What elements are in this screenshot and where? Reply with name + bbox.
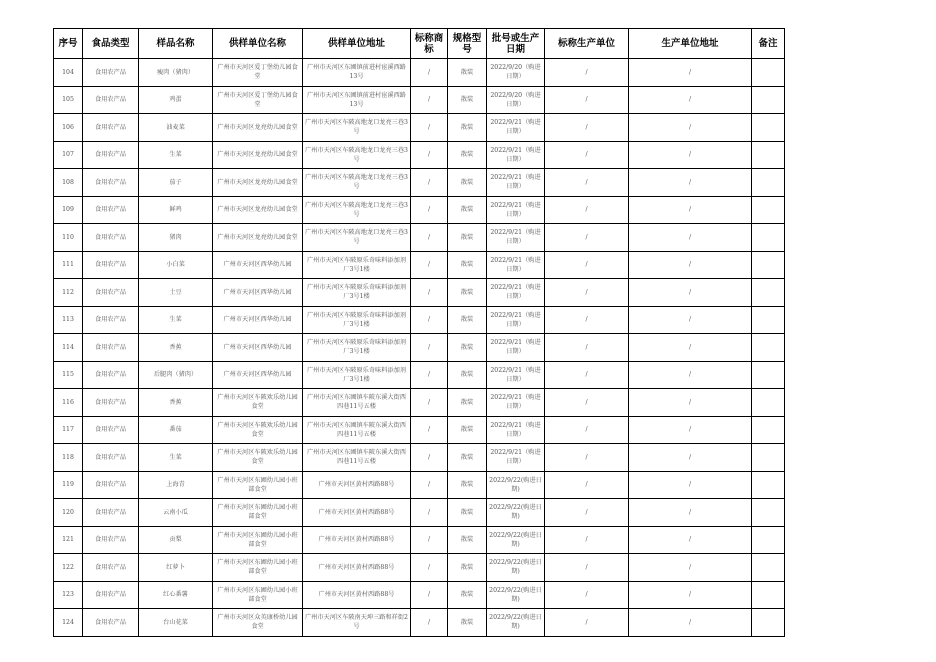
- cell-remarks: [752, 609, 785, 637]
- cell-brand: /: [411, 389, 448, 417]
- cell-supplier-address: 广州市天河区东圃镇前进村宦溪西路13号: [303, 59, 411, 87]
- cell-remarks: [752, 114, 785, 142]
- header-sample-name: 样品名称: [139, 29, 213, 59]
- cell-serial-no: 124: [54, 609, 83, 637]
- header-brand: 标称商标: [411, 29, 448, 59]
- cell-manufacturer: /: [545, 471, 629, 499]
- cell-brand: /: [411, 334, 448, 362]
- cell-brand: /: [411, 251, 448, 279]
- cell-manufacturer: /: [545, 141, 629, 169]
- cell-manufacturer-address: /: [629, 389, 752, 417]
- cell-manufacturer-address: /: [629, 444, 752, 472]
- cell-food-type: 食用农产品: [83, 59, 139, 87]
- cell-remarks: [752, 499, 785, 527]
- table-row: [54, 471, 785, 499]
- cell-manufacturer: /: [545, 196, 629, 224]
- cell-supplier-name: 广州市天河区东圃幼儿园小班部食堂: [213, 554, 303, 582]
- cell-brand: /: [411, 444, 448, 472]
- cell-manufacturer: /: [545, 499, 629, 527]
- cell-serial-no: 119: [54, 471, 83, 499]
- cell-supplier-name: 广州市天河区车陂欢乐幼儿园食堂: [213, 416, 303, 444]
- cell-remarks: [752, 361, 785, 389]
- cell-sample-name: 生菜: [139, 444, 213, 472]
- cell-batch-date: 2022/9/22(购进日期): [487, 499, 545, 527]
- cell-food-type: 食用农产品: [83, 224, 139, 252]
- cell-batch-date: 2022/9/21（购进日期）: [487, 389, 545, 417]
- cell-sample-name: 上海青: [139, 471, 213, 499]
- cell-batch-date: 2022/9/21（购进日期）: [487, 334, 545, 362]
- cell-food-type: 食用农产品: [83, 86, 139, 114]
- cell-brand: /: [411, 609, 448, 637]
- cell-manufacturer: /: [545, 361, 629, 389]
- cell-food-type: 食用农产品: [83, 279, 139, 307]
- cell-spec: 散装: [448, 444, 487, 472]
- cell-spec: 散装: [448, 609, 487, 637]
- cell-supplier-name: 广州市天河区车陂欢乐幼儿园食堂: [213, 389, 303, 417]
- cell-supplier-name: 广州市天河区龙亮幼儿园食堂: [213, 196, 303, 224]
- cell-batch-date: 2022/9/21（购进日期）: [487, 361, 545, 389]
- cell-batch-date: 2022/9/21（购进日期）: [487, 196, 545, 224]
- cell-spec: 散装: [448, 59, 487, 87]
- cell-food-type: 食用农产品: [83, 444, 139, 472]
- cell-spec: 散装: [448, 141, 487, 169]
- cell-serial-no: 105: [54, 86, 83, 114]
- cell-remarks: [752, 196, 785, 224]
- cell-food-type: 食用农产品: [83, 389, 139, 417]
- cell-food-type: 食用农产品: [83, 361, 139, 389]
- header-supplier-name: 供样单位名称: [213, 29, 303, 59]
- cell-manufacturer: /: [545, 609, 629, 637]
- cell-brand: /: [411, 499, 448, 527]
- cell-spec: 散装: [448, 114, 487, 142]
- table-row: [54, 334, 785, 362]
- cell-supplier-name: 广州市天河区西华幼儿园: [213, 361, 303, 389]
- table-row: [54, 389, 785, 417]
- cell-manufacturer-address: /: [629, 609, 752, 637]
- cell-food-type: 食用农产品: [83, 526, 139, 554]
- cell-brand: /: [411, 196, 448, 224]
- cell-manufacturer: /: [545, 59, 629, 87]
- header-manufacturer-address: 生产单位地址: [629, 29, 752, 59]
- cell-brand: /: [411, 59, 448, 87]
- cell-remarks: [752, 141, 785, 169]
- cell-serial-no: 111: [54, 251, 83, 279]
- cell-manufacturer-address: /: [629, 526, 752, 554]
- cell-brand: /: [411, 526, 448, 554]
- cell-manufacturer: /: [545, 279, 629, 307]
- cell-supplier-name: 广州市天河区西华幼儿园: [213, 306, 303, 334]
- cell-sample-name: 鲜鸡: [139, 196, 213, 224]
- cell-brand: /: [411, 554, 448, 582]
- cell-sample-name: 红心番薯: [139, 581, 213, 609]
- cell-serial-no: 108: [54, 169, 83, 197]
- cell-remarks: [752, 224, 785, 252]
- table-body: [54, 59, 785, 637]
- cell-manufacturer-address: /: [629, 334, 752, 362]
- cell-supplier-name: 广州市天河区东圃幼儿园小班部食堂: [213, 526, 303, 554]
- cell-food-type: 食用农产品: [83, 306, 139, 334]
- cell-remarks: [752, 251, 785, 279]
- cell-supplier-address: 广州市天河区车陂原乐奇味料添加剂厂3号1楼: [303, 279, 411, 307]
- table-row: [54, 169, 785, 197]
- cell-supplier-name: 广州市天河区龙亮幼儿园食堂: [213, 169, 303, 197]
- cell-spec: 散装: [448, 554, 487, 582]
- cell-spec: 散装: [448, 581, 487, 609]
- cell-brand: /: [411, 279, 448, 307]
- cell-manufacturer: /: [545, 334, 629, 362]
- cell-supplier-name: 广州市天河区东圃幼儿园小班部食堂: [213, 499, 303, 527]
- cell-remarks: [752, 86, 785, 114]
- table-row: [54, 526, 785, 554]
- cell-serial-no: 107: [54, 141, 83, 169]
- cell-food-type: 食用农产品: [83, 141, 139, 169]
- cell-brand: /: [411, 416, 448, 444]
- cell-brand: /: [411, 361, 448, 389]
- cell-supplier-address: 广州市天河区车陂南天坤三路和祥街2号: [303, 609, 411, 637]
- cell-sample-name: 番茄: [139, 416, 213, 444]
- cell-manufacturer: /: [545, 444, 629, 472]
- cell-supplier-name: 广州市天河区西华幼儿园: [213, 279, 303, 307]
- cell-supplier-address: 广州市天河区黄村西路88号: [303, 581, 411, 609]
- cell-serial-no: 115: [54, 361, 83, 389]
- cell-remarks: [752, 554, 785, 582]
- cell-manufacturer-address: /: [629, 361, 752, 389]
- cell-manufacturer-address: /: [629, 59, 752, 87]
- cell-manufacturer: /: [545, 389, 629, 417]
- cell-manufacturer-address: /: [629, 114, 752, 142]
- cell-batch-date: 2022/9/20（购进日期）: [487, 59, 545, 87]
- header-supplier-address: 供样单位地址: [303, 29, 411, 59]
- cell-supplier-address: 广州市天河区东圃镇车陂东溪大街西四巷11号五楼: [303, 444, 411, 472]
- cell-batch-date: 2022/9/22(购进日期): [487, 471, 545, 499]
- cell-supplier-address: 广州市天河区黄村西路88号: [303, 554, 411, 582]
- cell-food-type: 食用农产品: [83, 416, 139, 444]
- cell-food-type: 食用农产品: [83, 114, 139, 142]
- cell-supplier-name: 广州市天河区龙亮幼儿园食堂: [213, 141, 303, 169]
- cell-food-type: 食用农产品: [83, 251, 139, 279]
- table-row: [54, 59, 785, 87]
- table-row: [54, 361, 785, 389]
- cell-spec: 散装: [448, 196, 487, 224]
- cell-brand: /: [411, 471, 448, 499]
- cell-supplier-address: 广州市天河区黄村西路88号: [303, 526, 411, 554]
- cell-remarks: [752, 581, 785, 609]
- cell-brand: /: [411, 169, 448, 197]
- cell-spec: 散装: [448, 499, 487, 527]
- table-row: [54, 499, 785, 527]
- cell-remarks: [752, 306, 785, 334]
- cell-supplier-address: 广州市天河区车陂高地龙口龙亮三巷3号: [303, 141, 411, 169]
- cell-batch-date: 2022/9/20（购进日期）: [487, 86, 545, 114]
- cell-serial-no: 106: [54, 114, 83, 142]
- header-serial-no: 序号: [54, 29, 83, 59]
- cell-spec: 散装: [448, 251, 487, 279]
- cell-supplier-name: 广州市天河区车陂欢乐幼儿园食堂: [213, 444, 303, 472]
- cell-manufacturer: /: [545, 581, 629, 609]
- cell-supplier-address: 广州市天河区车陂原乐奇味料添加剂厂3号1楼: [303, 334, 411, 362]
- cell-sample-name: 瘦肉（猪肉）: [139, 59, 213, 87]
- sampling-table: [53, 28, 785, 637]
- cell-brand: /: [411, 306, 448, 334]
- header-batch-date: 批号或生产日期: [487, 29, 545, 59]
- cell-spec: 散装: [448, 389, 487, 417]
- cell-food-type: 食用农产品: [83, 471, 139, 499]
- cell-batch-date: 2022/9/22(购进日期): [487, 609, 545, 637]
- cell-supplier-name: 广州市天河区西华幼儿园: [213, 251, 303, 279]
- table-row: [54, 251, 785, 279]
- cell-spec: 散装: [448, 306, 487, 334]
- cell-batch-date: 2022/9/21（购进日期）: [487, 279, 545, 307]
- cell-supplier-name: 广州市天河区龙亮幼儿园食堂: [213, 114, 303, 142]
- cell-remarks: [752, 444, 785, 472]
- cell-manufacturer-address: /: [629, 416, 752, 444]
- cell-sample-name: 香蕉: [139, 334, 213, 362]
- cell-remarks: [752, 471, 785, 499]
- cell-batch-date: 2022/9/22(购进日期): [487, 526, 545, 554]
- cell-sample-name: 茄子: [139, 169, 213, 197]
- table-row: [54, 609, 785, 637]
- cell-batch-date: 2022/9/21（购进日期）: [487, 444, 545, 472]
- cell-manufacturer: /: [545, 224, 629, 252]
- cell-batch-date: 2022/9/21（购进日期）: [487, 224, 545, 252]
- cell-remarks: [752, 526, 785, 554]
- cell-supplier-name: 广州市天河区龙亮幼儿园食堂: [213, 224, 303, 252]
- cell-serial-no: 117: [54, 416, 83, 444]
- cell-serial-no: 104: [54, 59, 83, 87]
- header-manufacturer: 标称生产单位: [545, 29, 629, 59]
- cell-batch-date: 2022/9/21（购进日期）: [487, 141, 545, 169]
- cell-remarks: [752, 59, 785, 87]
- cell-brand: /: [411, 224, 448, 252]
- cell-sample-name: 香蕉: [139, 389, 213, 417]
- table-row: [54, 416, 785, 444]
- table-row: [54, 114, 785, 142]
- header-spec: 规格型号: [448, 29, 487, 59]
- cell-batch-date: 2022/9/21（购进日期）: [487, 251, 545, 279]
- cell-manufacturer-address: /: [629, 554, 752, 582]
- cell-spec: 散装: [448, 526, 487, 554]
- cell-serial-no: 122: [54, 554, 83, 582]
- cell-batch-date: 2022/9/21（购进日期）: [487, 114, 545, 142]
- table-row: [54, 554, 785, 582]
- cell-supplier-name: 广州市天河区西华幼儿园: [213, 334, 303, 362]
- cell-supplier-address: 广州市天河区黄村西路88号: [303, 471, 411, 499]
- cell-manufacturer-address: /: [629, 196, 752, 224]
- cell-serial-no: 120: [54, 499, 83, 527]
- cell-serial-no: 109: [54, 196, 83, 224]
- cell-manufacturer: /: [545, 114, 629, 142]
- cell-sample-name: 小白菜: [139, 251, 213, 279]
- cell-manufacturer-address: /: [629, 86, 752, 114]
- cell-spec: 散装: [448, 334, 487, 362]
- cell-supplier-name: 广州市天河区爱丁堡幼儿园食堂: [213, 86, 303, 114]
- cell-sample-name: 红萝卜: [139, 554, 213, 582]
- cell-manufacturer-address: /: [629, 306, 752, 334]
- cell-manufacturer-address: /: [629, 141, 752, 169]
- cell-batch-date: 2022/9/22(购进日期): [487, 581, 545, 609]
- table-row: [54, 141, 785, 169]
- cell-brand: /: [411, 581, 448, 609]
- cell-sample-name: 猪肉: [139, 224, 213, 252]
- cell-serial-no: 112: [54, 279, 83, 307]
- cell-food-type: 食用农产品: [83, 196, 139, 224]
- cell-remarks: [752, 279, 785, 307]
- cell-supplier-address: 广州市天河区车陂高地龙口龙亮三巷3号: [303, 196, 411, 224]
- cell-manufacturer-address: /: [629, 279, 752, 307]
- cell-spec: 散装: [448, 224, 487, 252]
- cell-supplier-address: 广州市天河区东圃镇前进村宦溪西路13号: [303, 86, 411, 114]
- cell-manufacturer: /: [545, 554, 629, 582]
- cell-spec: 散装: [448, 416, 487, 444]
- cell-sample-name: 土豆: [139, 279, 213, 307]
- cell-supplier-address: 广州市天河区车陂原乐奇味料添加剂厂3号1楼: [303, 251, 411, 279]
- cell-manufacturer: /: [545, 169, 629, 197]
- cell-spec: 散装: [448, 471, 487, 499]
- cell-manufacturer-address: /: [629, 499, 752, 527]
- cell-spec: 散装: [448, 361, 487, 389]
- cell-serial-no: 116: [54, 389, 83, 417]
- cell-food-type: 食用农产品: [83, 554, 139, 582]
- cell-food-type: 食用农产品: [83, 169, 139, 197]
- table-row: [54, 306, 785, 334]
- cell-supplier-name: 广州市天河区众英康桥幼儿园食堂: [213, 609, 303, 637]
- cell-supplier-address: 广州市天河区东圃镇车陂东溪大街西四巷11号五楼: [303, 389, 411, 417]
- cell-supplier-name: 广州市天河区东圃幼儿园小班部食堂: [213, 581, 303, 609]
- cell-spec: 散装: [448, 279, 487, 307]
- cell-supplier-address: 广州市天河区车陂高地龙口龙亮三巷3号: [303, 169, 411, 197]
- cell-batch-date: 2022/9/21（购进日期）: [487, 416, 545, 444]
- table-row: [54, 86, 785, 114]
- table-row: [54, 224, 785, 252]
- cell-serial-no: 114: [54, 334, 83, 362]
- cell-food-type: 食用农产品: [83, 499, 139, 527]
- cell-supplier-address: 广州市天河区车陂原乐奇味料添加剂厂3号1楼: [303, 306, 411, 334]
- cell-food-type: 食用农产品: [83, 334, 139, 362]
- cell-sample-name: 油麦菜: [139, 114, 213, 142]
- cell-manufacturer-address: /: [629, 581, 752, 609]
- cell-supplier-address: 广州市天河区东圃镇车陂东溪大街西四巷11号五楼: [303, 416, 411, 444]
- cell-remarks: [752, 169, 785, 197]
- cell-batch-date: 2022/9/22(购进日期): [487, 554, 545, 582]
- cell-manufacturer: /: [545, 416, 629, 444]
- cell-remarks: [752, 334, 785, 362]
- cell-food-type: 食用农产品: [83, 609, 139, 637]
- cell-sample-name: 生菜: [139, 141, 213, 169]
- cell-manufacturer: /: [545, 526, 629, 554]
- cell-supplier-name: 广州市天河区东圃幼儿园小班部食堂: [213, 471, 303, 499]
- cell-manufacturer-address: /: [629, 224, 752, 252]
- cell-sample-name: 生菜: [139, 306, 213, 334]
- cell-serial-no: 121: [54, 526, 83, 554]
- cell-serial-no: 113: [54, 306, 83, 334]
- cell-supplier-address: 广州市天河区车陂高地龙口龙亮三巷3号: [303, 114, 411, 142]
- cell-manufacturer: /: [545, 251, 629, 279]
- header-remarks: 备注: [752, 29, 785, 59]
- cell-supplier-address: 广州市天河区车陂原乐奇味料添加剂厂3号1楼: [303, 361, 411, 389]
- cell-sample-name: 鸡蛋: [139, 86, 213, 114]
- cell-serial-no: 110: [54, 224, 83, 252]
- cell-supplier-address: 广州市天河区黄村西路88号: [303, 499, 411, 527]
- cell-spec: 散装: [448, 86, 487, 114]
- table-row: [54, 581, 785, 609]
- cell-remarks: [752, 389, 785, 417]
- cell-manufacturer: /: [545, 86, 629, 114]
- cell-manufacturer: /: [545, 306, 629, 334]
- cell-food-type: 食用农产品: [83, 581, 139, 609]
- cell-supplier-name: 广州市天河区爱丁堡幼儿园食堂: [213, 59, 303, 87]
- header-food-type: 食品类型: [83, 29, 139, 59]
- cell-sample-name: 云南小瓜: [139, 499, 213, 527]
- cell-manufacturer-address: /: [629, 169, 752, 197]
- cell-sample-name: 台山花菜: [139, 609, 213, 637]
- cell-brand: /: [411, 114, 448, 142]
- cell-remarks: [752, 416, 785, 444]
- cell-manufacturer-address: /: [629, 251, 752, 279]
- cell-batch-date: 2022/9/21（购进日期）: [487, 169, 545, 197]
- table-row: [54, 279, 785, 307]
- cell-spec: 散装: [448, 169, 487, 197]
- cell-brand: /: [411, 141, 448, 169]
- cell-manufacturer-address: /: [629, 471, 752, 499]
- cell-sample-name: 后腿肉（猪肉）: [139, 361, 213, 389]
- cell-sample-name: 贡梨: [139, 526, 213, 554]
- cell-serial-no: 123: [54, 581, 83, 609]
- table-row: [54, 196, 785, 224]
- cell-batch-date: 2022/9/21（购进日期）: [487, 306, 545, 334]
- table-row: [54, 444, 785, 472]
- cell-brand: /: [411, 86, 448, 114]
- header-row: [54, 29, 785, 59]
- cell-serial-no: 118: [54, 444, 83, 472]
- cell-supplier-address: 广州市天河区车陂高地龙口龙亮三巷3号: [303, 224, 411, 252]
